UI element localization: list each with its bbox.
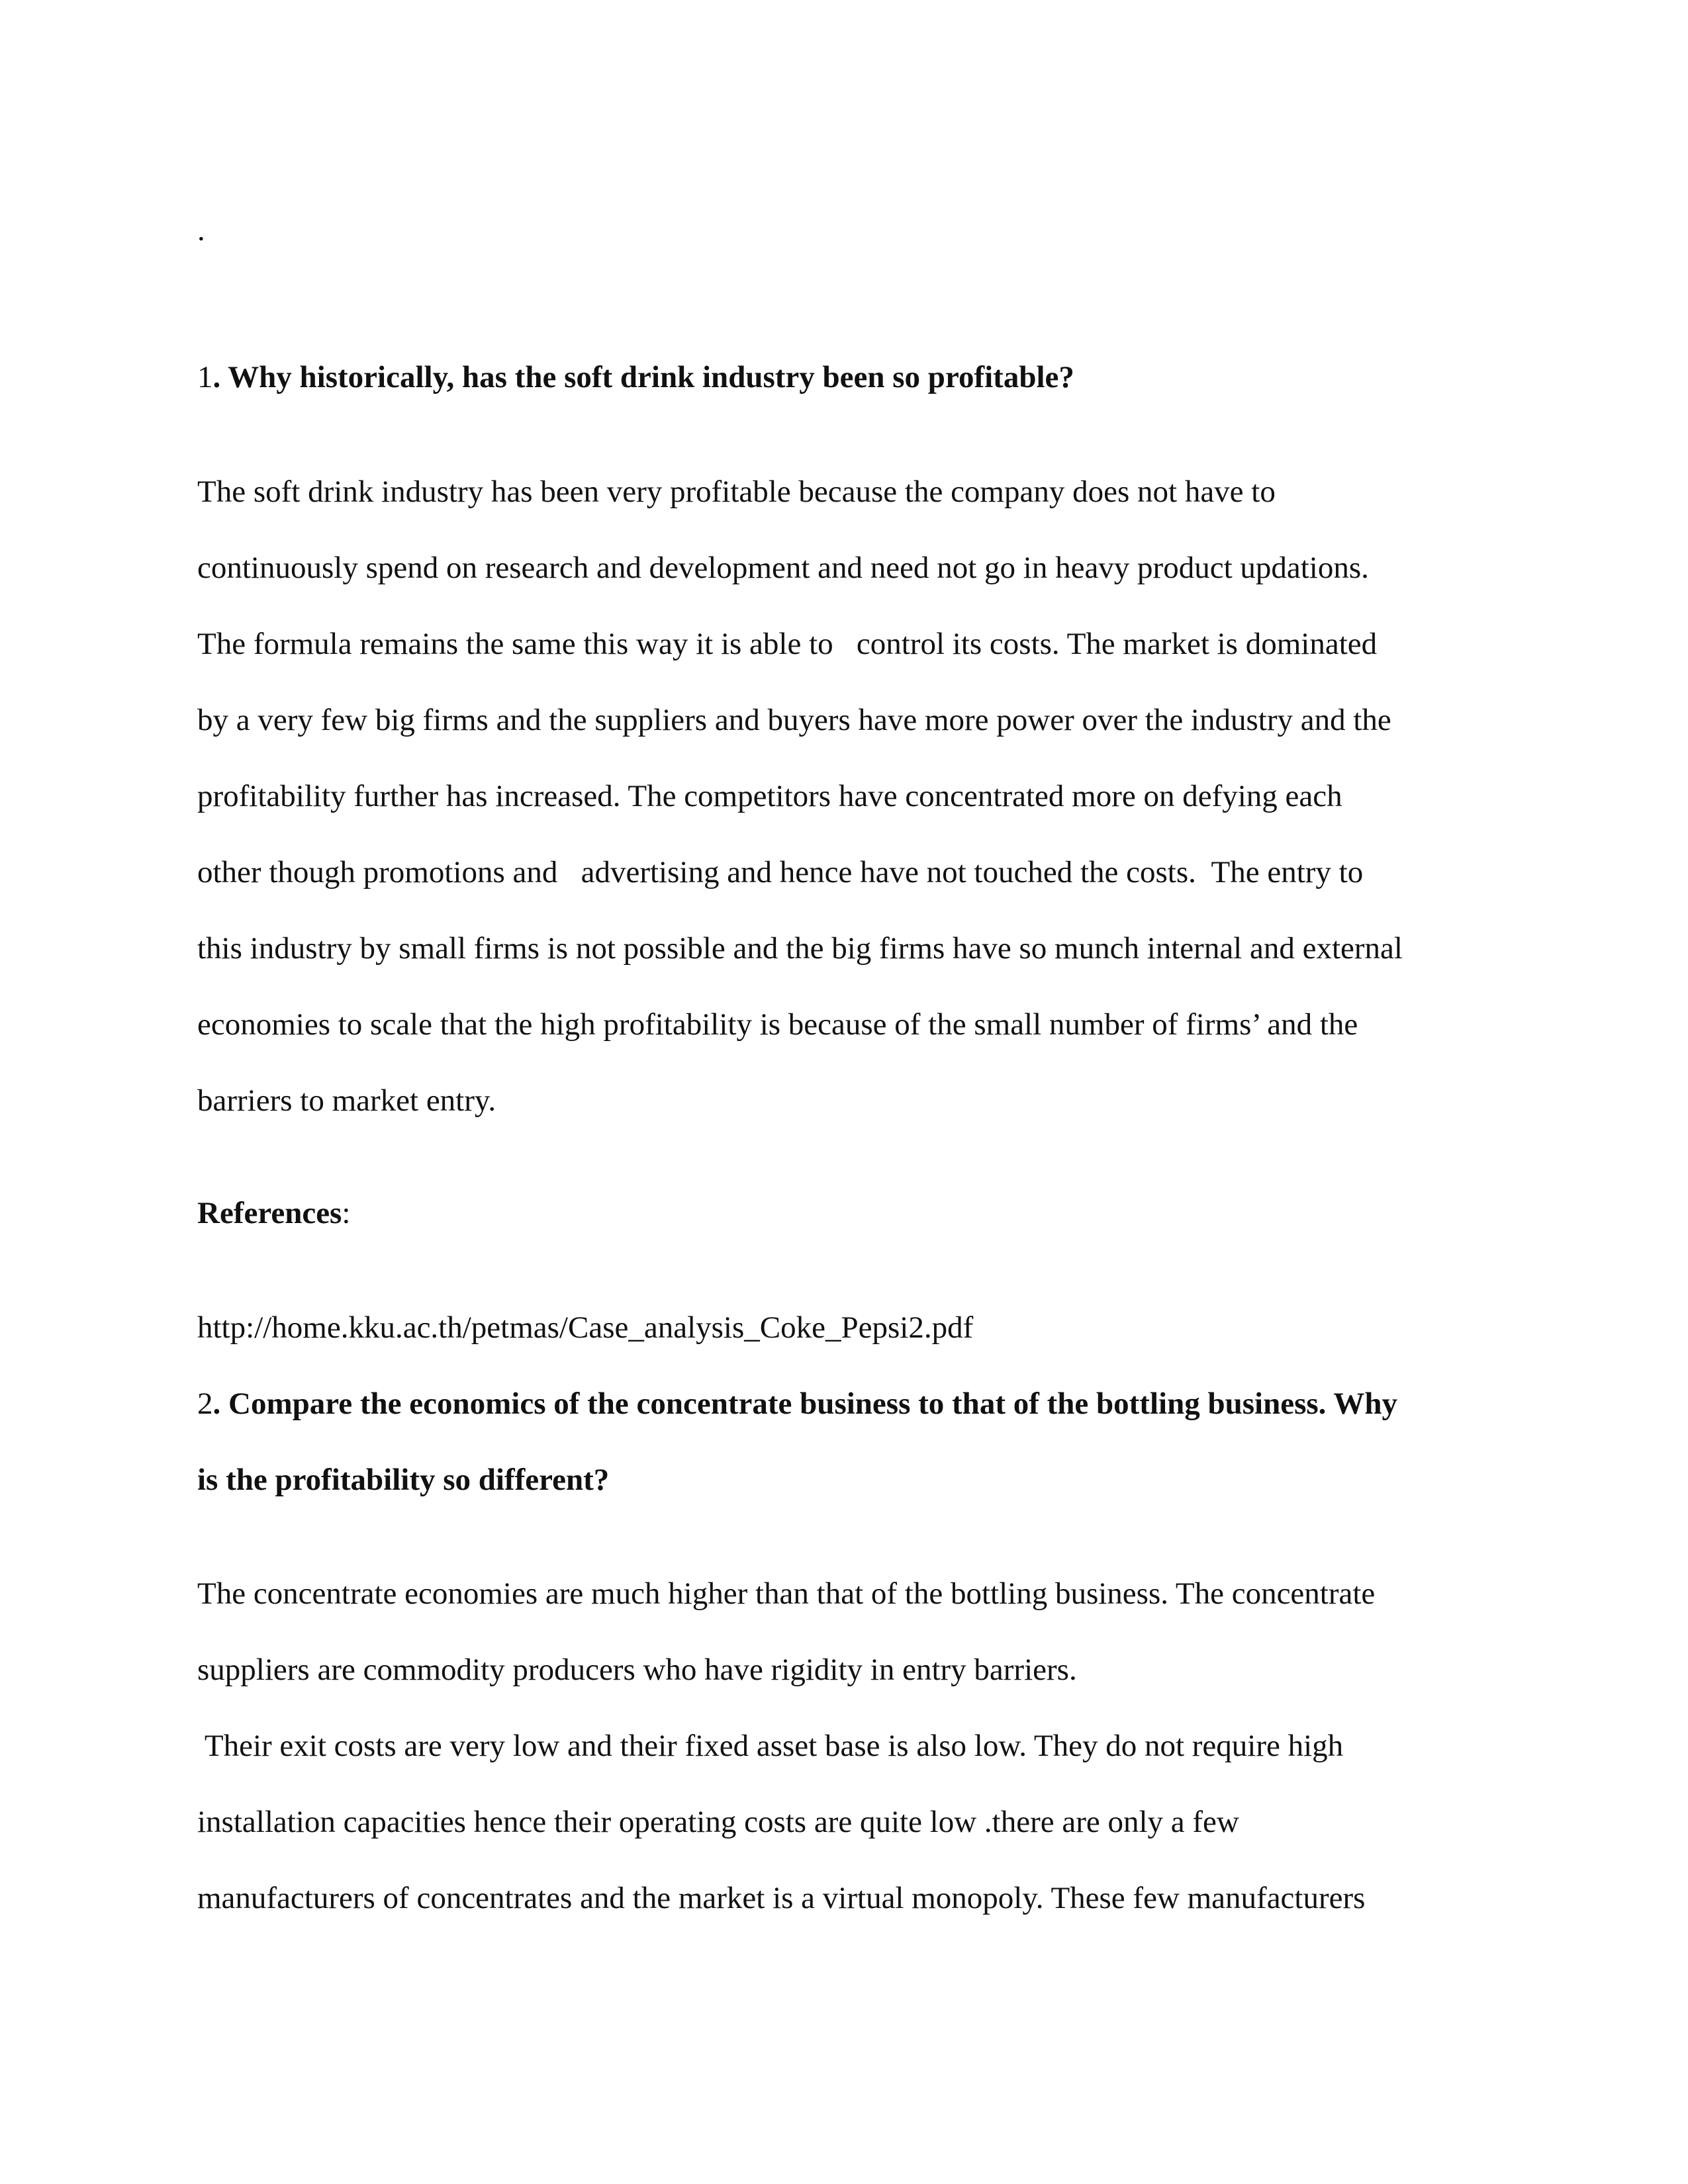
references-label: References	[197, 1196, 342, 1230]
references-heading	[197, 1193, 350, 1233]
answer-1-line: economies to scale that the high profitability is because of the small number of firms’ and the	[197, 1007, 1358, 1042]
answer-1-line: other though promotions and advertising and hence have not touched the costs. The entry to	[197, 855, 1364, 889]
question-1-heading	[197, 357, 1074, 397]
reference-url: http://home.kku.ac.th/petmas/Case_analysis_Coke_Pepsi2.pdf	[197, 1310, 974, 1345]
answer-1-line: by a very few big firms and the suppliers and buyers have more power over the industry and the	[197, 703, 1391, 737]
answer-2-line: manufacturers of concentrates and the market is a virtual monopoly. These few manufacturers	[197, 1881, 1366, 1915]
answer-1-line: this industry by small firms is not possible and the big firms have so munch internal and external	[197, 931, 1403, 966]
question-1-text: . Why historically, has the soft drink industry been so profitable?	[212, 360, 1074, 394]
answer-2-line: installation capacities hence their operating costs are quite low .there are only a few	[197, 1805, 1239, 1839]
answer-1-line: The formula remains the same this way it is able to control its costs. The market is dominated	[197, 627, 1378, 661]
answer-2-line: The concentrate economies are much higher than that of the bottling business. The concentrate	[197, 1576, 1376, 1611]
leading-mark: .	[197, 213, 205, 248]
answer-1-line: barriers to market entry.	[197, 1083, 496, 1118]
question-2-heading	[197, 1384, 1397, 1424]
answer-1-line: continuously spend on research and development and need not go in heavy product updations.	[197, 551, 1369, 585]
answer-2-line: suppliers are commodity producers who have rigidity in entry barriers.	[197, 1653, 1077, 1687]
question-2-text-continued: is the profitability so different?	[197, 1463, 610, 1497]
answer-1-line: profitability further has increased. The competitors have concentrated more on defying each	[197, 779, 1342, 813]
question-2-text: . Compare the economics of the concentrate business to that of the bottling business. Why	[212, 1387, 1397, 1421]
question-2-number: 2	[197, 1387, 213, 1421]
references-colon: :	[342, 1196, 351, 1230]
answer-1-line: The soft drink industry has been very profitable because the company does not have to	[197, 475, 1276, 509]
answer-2-line: Their exit costs are very low and their fixed asset base is also low. They do not require high	[197, 1729, 1344, 1763]
question-1-number: 1	[197, 360, 213, 394]
